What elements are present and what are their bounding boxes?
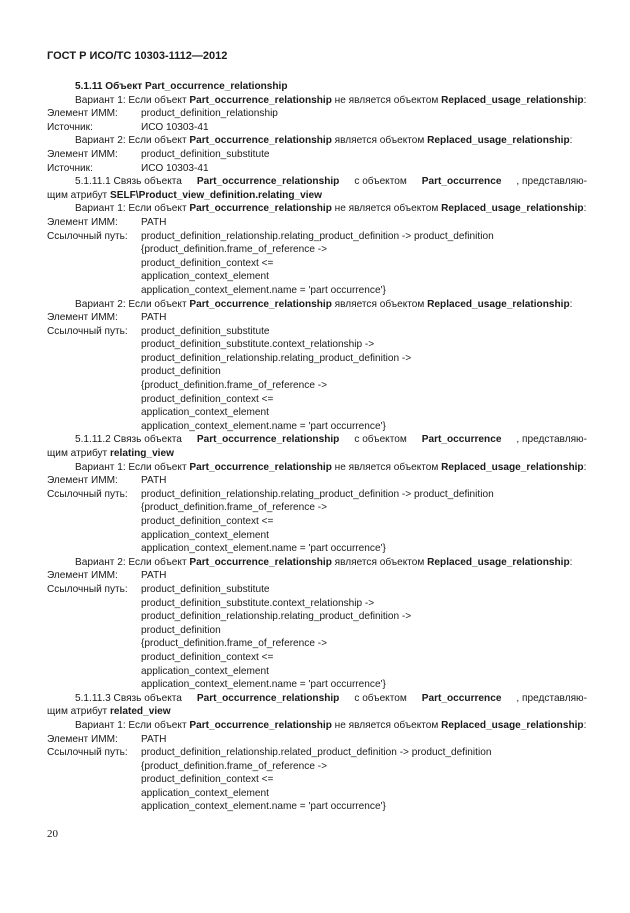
field-row bbox=[47, 270, 587, 284]
field-row bbox=[47, 243, 587, 257]
field-row bbox=[47, 637, 587, 651]
field-row bbox=[47, 121, 587, 135]
field-row bbox=[47, 542, 587, 556]
bold-term: Replaced_usage_relationship bbox=[441, 461, 584, 473]
indented-line bbox=[47, 202, 587, 216]
field-label: Элемент ИММ: bbox=[47, 312, 118, 324]
text-line bbox=[47, 189, 587, 203]
field-row bbox=[47, 651, 587, 665]
text-run: Вариант 2: Если объект bbox=[75, 135, 190, 147]
bold-term: Part_occurrence_relationship bbox=[189, 135, 332, 147]
text-run: Вариант 2: Если объект bbox=[75, 556, 190, 568]
field-row bbox=[47, 488, 587, 502]
field-value: application_context_element.name = 'part occurrence'} bbox=[141, 679, 386, 691]
text-run: , представляю- bbox=[516, 176, 587, 188]
field-row bbox=[47, 379, 587, 393]
field-row bbox=[47, 665, 587, 679]
field-row bbox=[47, 257, 587, 271]
field-value: product_definition_context <= bbox=[141, 651, 274, 663]
text-run: является объектом bbox=[331, 135, 428, 147]
clause-heading-line bbox=[47, 433, 587, 447]
text-run: не является объектом bbox=[331, 719, 442, 731]
text-run: , представляю- bbox=[516, 692, 587, 704]
field-value: product_definition_relationship.relating_product_definition -> product_definition bbox=[141, 488, 494, 500]
bold-term: Part_occurrence_relationship bbox=[189, 203, 332, 215]
field-row bbox=[47, 284, 587, 298]
field-value: {product_definition.frame_of_reference -> bbox=[141, 638, 328, 650]
text-run: Вариант 1: Если объект bbox=[75, 203, 190, 215]
indented-line bbox=[47, 298, 587, 312]
text-run: Вариант 1: Если объект bbox=[75, 461, 190, 473]
bold-term: 5.1.11 Объект Part_occurrence_relationship bbox=[75, 81, 288, 92]
field-value: product_definition_relationship bbox=[141, 108, 278, 120]
bold-term: Part_occurrence_relationship bbox=[196, 176, 340, 188]
text-run: с объектом bbox=[354, 692, 407, 704]
field-value: {product_definition.frame_of_reference -> bbox=[141, 502, 328, 514]
field-value: application_context_element.name = 'part occurrence'} bbox=[141, 801, 386, 813]
indented-line bbox=[47, 556, 587, 570]
field-label: Источник: bbox=[47, 162, 93, 174]
bold-term: Replaced_usage_relationship bbox=[427, 135, 570, 147]
field-row bbox=[47, 583, 587, 597]
field-value: product_definition_substitute.context_relationship -> bbox=[141, 597, 375, 609]
bold-term: Replaced_usage_relationship bbox=[441, 94, 584, 106]
field-value: PATH bbox=[141, 475, 167, 487]
field-value: application_context_element.name = 'part occurrence'} bbox=[141, 420, 386, 432]
bold-term: Replaced_usage_relationship bbox=[427, 556, 570, 568]
field-row bbox=[47, 148, 587, 162]
text-run: не является объектом bbox=[331, 461, 442, 473]
field-value: application_context_element.name = 'part occurrence'} bbox=[141, 284, 386, 296]
indented-line bbox=[47, 80, 587, 94]
bold-term: Part_occurrence_relationship bbox=[189, 719, 332, 731]
field-row bbox=[47, 773, 587, 787]
text-run: : bbox=[583, 94, 587, 106]
text-run: не является объектом bbox=[331, 203, 442, 215]
field-value: application_context_element bbox=[141, 665, 269, 677]
field-label: Элемент ИММ: bbox=[47, 570, 118, 582]
field-row bbox=[47, 733, 587, 747]
page-number: 20 bbox=[47, 828, 58, 840]
text-run: Вариант 1: Если объект bbox=[75, 94, 190, 106]
field-value: product_definition_context <= bbox=[141, 393, 274, 405]
bold-term: Replaced_usage_relationship bbox=[427, 298, 570, 310]
field-value: application_context_element bbox=[141, 529, 269, 541]
field-row bbox=[47, 474, 587, 488]
field-value: product_definition bbox=[141, 366, 221, 378]
text-run: Вариант 1: Если объект bbox=[75, 719, 190, 731]
field-label: Элемент ИММ: bbox=[47, 108, 118, 120]
text-run: : bbox=[583, 461, 587, 473]
field-row bbox=[47, 760, 587, 774]
text-run: щим атрибут bbox=[47, 706, 110, 718]
field-value: ИСО 10303-41 bbox=[141, 121, 209, 133]
field-value: product_definition_substitute bbox=[141, 583, 270, 595]
text-run: не является объектом bbox=[331, 94, 442, 106]
field-value: product_definition_relationship.relating_product_definition -> bbox=[141, 352, 412, 364]
document-header: ГОСТ Р ИСО/ТС 10303-1112—2012 bbox=[47, 50, 228, 62]
field-value: product_definition bbox=[141, 624, 221, 636]
text-run: 5.1.11.3 Связь объекта bbox=[75, 692, 182, 704]
field-value: application_context_element bbox=[141, 787, 269, 799]
field-value: application_context_element bbox=[141, 271, 269, 283]
text-run: , представляю- bbox=[516, 434, 587, 446]
text-run: щим атрибут bbox=[47, 189, 110, 201]
text-run: с объектом bbox=[354, 434, 407, 446]
text-run: : bbox=[583, 719, 587, 731]
field-row bbox=[47, 352, 587, 366]
field-row bbox=[47, 393, 587, 407]
text-run: 5.1.11.1 Связь объекта bbox=[75, 176, 182, 188]
bold-term: Replaced_usage_relationship bbox=[441, 719, 584, 731]
field-row bbox=[47, 230, 587, 244]
field-value: product_definition_context <= bbox=[141, 516, 274, 527]
field-row bbox=[47, 107, 587, 121]
field-label: Ссылочный путь: bbox=[47, 230, 128, 242]
text-run: : bbox=[569, 556, 573, 568]
field-value: PATH bbox=[141, 733, 167, 745]
field-label: Ссылочный путь: bbox=[47, 583, 128, 595]
field-value: product_definition_substitute bbox=[141, 148, 270, 160]
field-row bbox=[47, 325, 587, 339]
field-value: product_definition_context <= bbox=[141, 774, 274, 786]
indented-line bbox=[47, 94, 587, 108]
field-row bbox=[47, 338, 587, 352]
field-value: PATH bbox=[141, 312, 167, 324]
text-run: является объектом bbox=[331, 298, 428, 310]
field-value: PATH bbox=[141, 216, 167, 228]
text-run: является объектом bbox=[331, 556, 428, 568]
field-value: {product_definition.frame_of_reference -> bbox=[141, 760, 328, 772]
field-row bbox=[47, 610, 587, 624]
field-value: PATH bbox=[141, 570, 167, 582]
field-row bbox=[47, 515, 587, 529]
field-row bbox=[47, 216, 587, 230]
bold-term: Part_occurrence_relationship bbox=[189, 556, 332, 568]
field-label: Элемент ИММ: bbox=[47, 216, 118, 228]
indented-line bbox=[47, 719, 587, 733]
field-row bbox=[47, 678, 587, 692]
text-run: щим атрибут bbox=[47, 448, 110, 460]
field-row bbox=[47, 406, 587, 420]
field-label: Элемент ИММ: bbox=[47, 148, 118, 160]
bold-term: Part_occurrence_relationship bbox=[189, 94, 332, 106]
field-row bbox=[47, 597, 587, 611]
bold-term: SELF\Product_view_definition.relating_view bbox=[110, 189, 323, 201]
bold-term: Part_occurrence_relationship bbox=[189, 461, 332, 473]
indented-line bbox=[47, 461, 587, 475]
field-value: product_definition_substitute.context_relationship -> bbox=[141, 339, 375, 351]
field-value: {product_definition.frame_of_reference -> bbox=[141, 380, 328, 392]
field-row bbox=[47, 162, 587, 176]
field-value: product_definition_relationship.relating_product_definition -> bbox=[141, 611, 412, 623]
field-row bbox=[47, 311, 587, 325]
field-value: ИСО 10303-41 bbox=[141, 162, 209, 174]
field-value: application_context_element.name = 'part occurrence'} bbox=[141, 543, 386, 555]
bold-term: Part_occurrence bbox=[421, 176, 502, 188]
field-row bbox=[47, 624, 587, 638]
field-value: product_definition_relationship.relating_product_definition -> product_definition bbox=[141, 230, 494, 242]
field-value: product_definition_relationship.related_product_definition -> product_definition bbox=[141, 747, 492, 759]
field-label: Элемент ИММ: bbox=[47, 733, 118, 745]
text-run: Вариант 2: Если объект bbox=[75, 298, 190, 310]
field-row bbox=[47, 529, 587, 543]
bold-term: Part_occurrence_relationship bbox=[189, 298, 332, 310]
bold-term: Part_occurrence_relationship bbox=[196, 434, 340, 446]
field-row bbox=[47, 569, 587, 583]
text-run: : bbox=[569, 298, 573, 310]
field-label: Элемент ИММ: bbox=[47, 475, 118, 487]
clause-heading-line bbox=[47, 692, 587, 706]
text-run: 5.1.11.2 Связь объекта bbox=[75, 434, 182, 446]
field-row bbox=[47, 420, 587, 434]
field-row bbox=[47, 800, 587, 814]
field-label: Ссылочный путь: bbox=[47, 325, 128, 337]
field-label: Ссылочный путь: bbox=[47, 747, 128, 759]
text-run: : bbox=[583, 203, 587, 215]
indented-line bbox=[47, 134, 587, 148]
field-value: {product_definition.frame_of_reference -> bbox=[141, 244, 328, 256]
field-row bbox=[47, 746, 587, 760]
bold-term: relating_view bbox=[110, 448, 174, 460]
text-run: с объектом bbox=[354, 176, 407, 188]
text-run: : bbox=[569, 135, 573, 147]
field-row bbox=[47, 365, 587, 379]
bold-term: Part_occurrence bbox=[421, 434, 502, 446]
field-value: product_definition_substitute bbox=[141, 325, 270, 337]
field-label: Ссылочный путь: bbox=[47, 488, 128, 500]
bold-term: related_view bbox=[110, 706, 171, 718]
bold-term: Part_occurrence bbox=[421, 692, 502, 704]
field-value: product_definition_context <= bbox=[141, 257, 274, 269]
field-row bbox=[47, 787, 587, 801]
clause-heading-line bbox=[47, 175, 587, 189]
field-row bbox=[47, 501, 587, 515]
bold-term: Part_occurrence_relationship bbox=[196, 692, 340, 704]
document-body bbox=[47, 80, 587, 814]
text-line bbox=[47, 447, 587, 461]
field-value: application_context_element bbox=[141, 407, 269, 419]
bold-term: Replaced_usage_relationship bbox=[441, 203, 584, 215]
text-line bbox=[47, 705, 587, 719]
field-label: Источник: bbox=[47, 121, 93, 133]
